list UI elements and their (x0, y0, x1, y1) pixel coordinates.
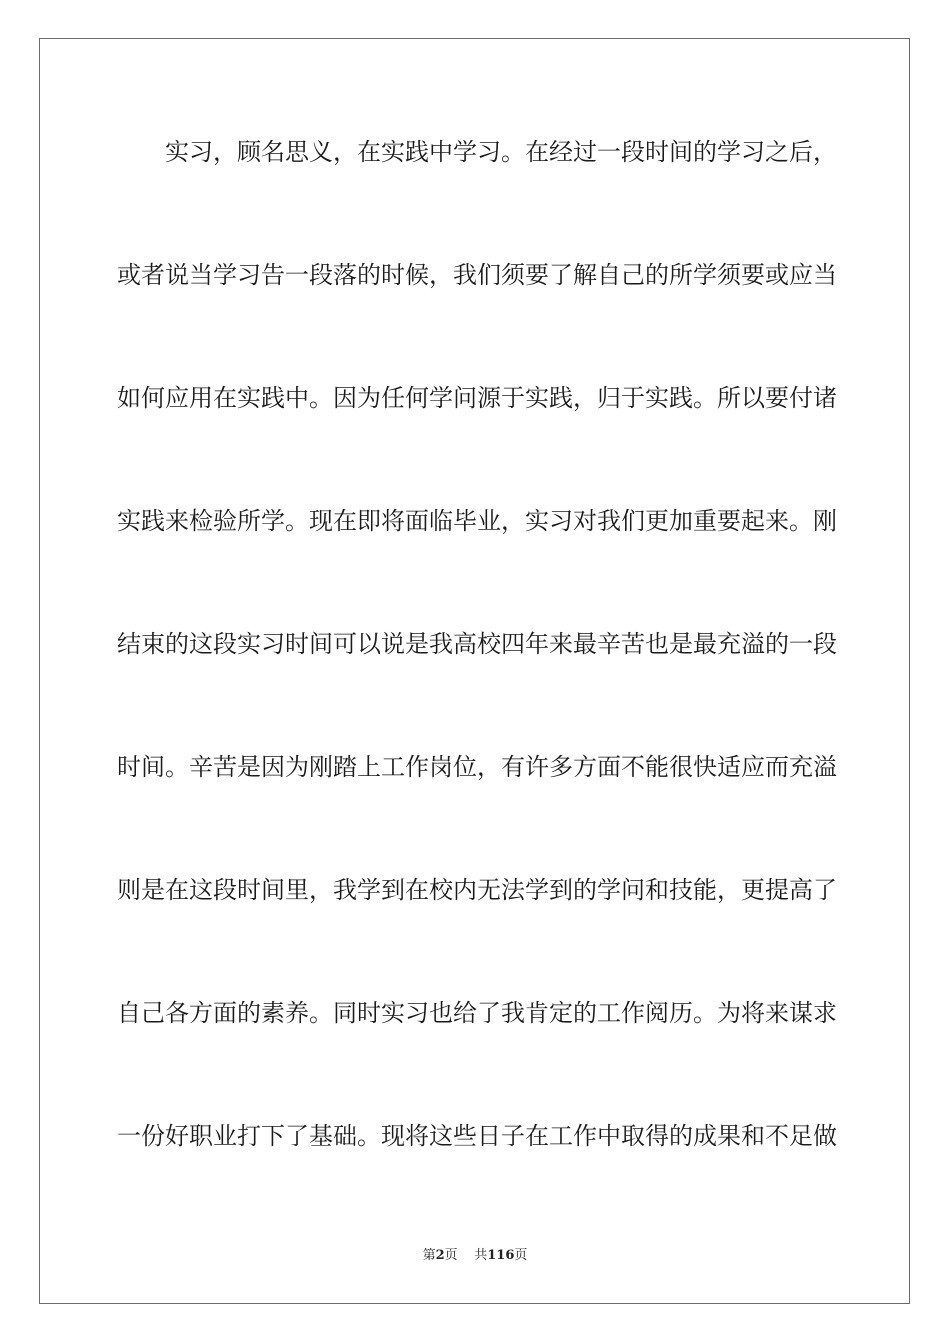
paragraph-line: 实习，顾名思义，在实践中学习。在经过一段时间的学习之后， (165, 138, 837, 166)
page-number: 2 (435, 1248, 445, 1263)
paragraph-line: 时间。辛苦是因为刚踏上工作岗位，有许多方面不能很快适应而充溢 (117, 753, 837, 781)
paragraph-line: 如何应用在实践中。因为任何学问源于实践，归于实践。所以要付诸 (117, 384, 837, 412)
page-suffix: 页 (444, 1248, 458, 1263)
total-suffix: 页 (514, 1248, 528, 1263)
paragraph-line: 结束的这段实习时间可以说是我高校四年来最辛苦也是最充溢的一段 (117, 630, 837, 658)
paragraph-line: 则是在这段时间里，我学到在校内无法学到的学问和技能，更提高了 (117, 876, 837, 904)
paragraph-line: 或者说当学习告一段落的时候，我们须要了解自己的所学须要或应当 (117, 261, 837, 289)
page-border (39, 38, 910, 1304)
total-prefix: 共 (474, 1248, 488, 1263)
page-footer (0, 1247, 950, 1265)
page-prefix: 第 (422, 1248, 436, 1263)
paragraph-line: 一份好职业打下了基础。现将这些日子在工作中取得的成果和不足做 (117, 1122, 837, 1150)
total-pages: 116 (487, 1248, 515, 1263)
paragraph-line: 自己各方面的素养。同时实习也给了我肯定的工作阅历。为将来谋求 (117, 999, 837, 1027)
paragraph-line: 实践来检验所学。现在即将面临毕业，实习对我们更加重要起来。刚 (117, 507, 837, 535)
